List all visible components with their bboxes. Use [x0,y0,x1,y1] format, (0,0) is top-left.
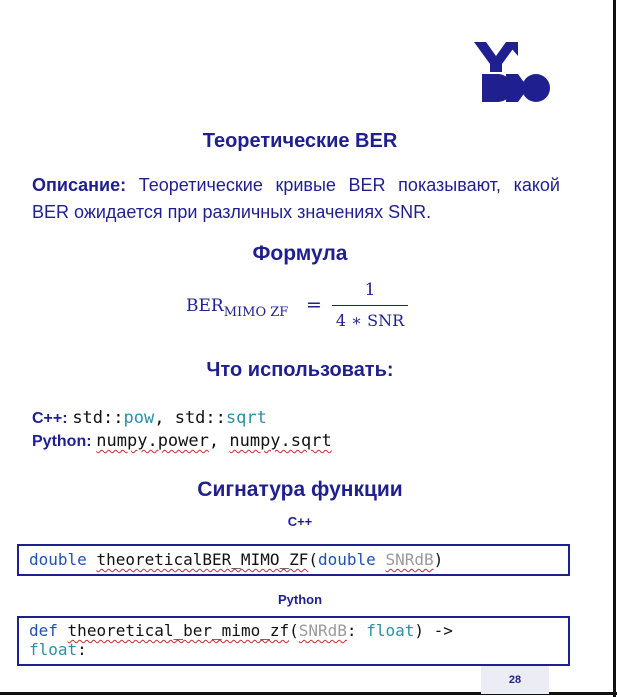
formula-lhs-subscript: MIMO ZF [223,305,289,320]
formula-lhs: $BER_{MIMO ZF}$ [186,296,289,320]
cpp-signature-box [17,544,570,576]
fraction-bar [332,305,408,306]
ber-formula [186,280,416,340]
python-signature-line1: def theoretical_ber_mimo_zf(SNRdB: float) -> [29,621,453,640]
cpp-signature: double theoreticalBER_MIMO_ZF(double SNRdB) [29,550,444,569]
yadro-logo [474,42,552,102]
usage-list [32,407,332,453]
python-subheading: Python [277,592,323,607]
description-text: Теоретические кривые BER показывают, какой BER ожидается при различных значениях SNR. [32,175,560,222]
formula-denominator: 4 ∗ SNR [335,311,405,330]
formula-equals: = [306,294,322,316]
signature-heading: Сигнатура функции [197,478,403,501]
description-label: Описание: [32,175,127,195]
cpp-label: C++: [32,410,68,427]
page-number: 28 [481,666,549,694]
usage-python-line [32,430,332,453]
cpp-subheading: C++ [287,514,313,529]
formula-numerator: 1 [364,280,376,300]
python-signature-box [17,616,570,666]
description [32,172,560,226]
usage-heading: Что использовать: [206,359,394,381]
formula-heading: Формула [252,242,348,265]
python-functions: numpy.power, numpy.sqrt [96,431,332,451]
python-label: Python: [32,433,92,450]
slide-title: Теоретические BER [202,130,398,152]
usage-cpp-line [32,407,332,430]
cpp-functions: std::pow, std::sqrt [72,408,267,428]
slide-border-right [613,0,616,697]
python-signature-line2: float: [29,640,87,659]
